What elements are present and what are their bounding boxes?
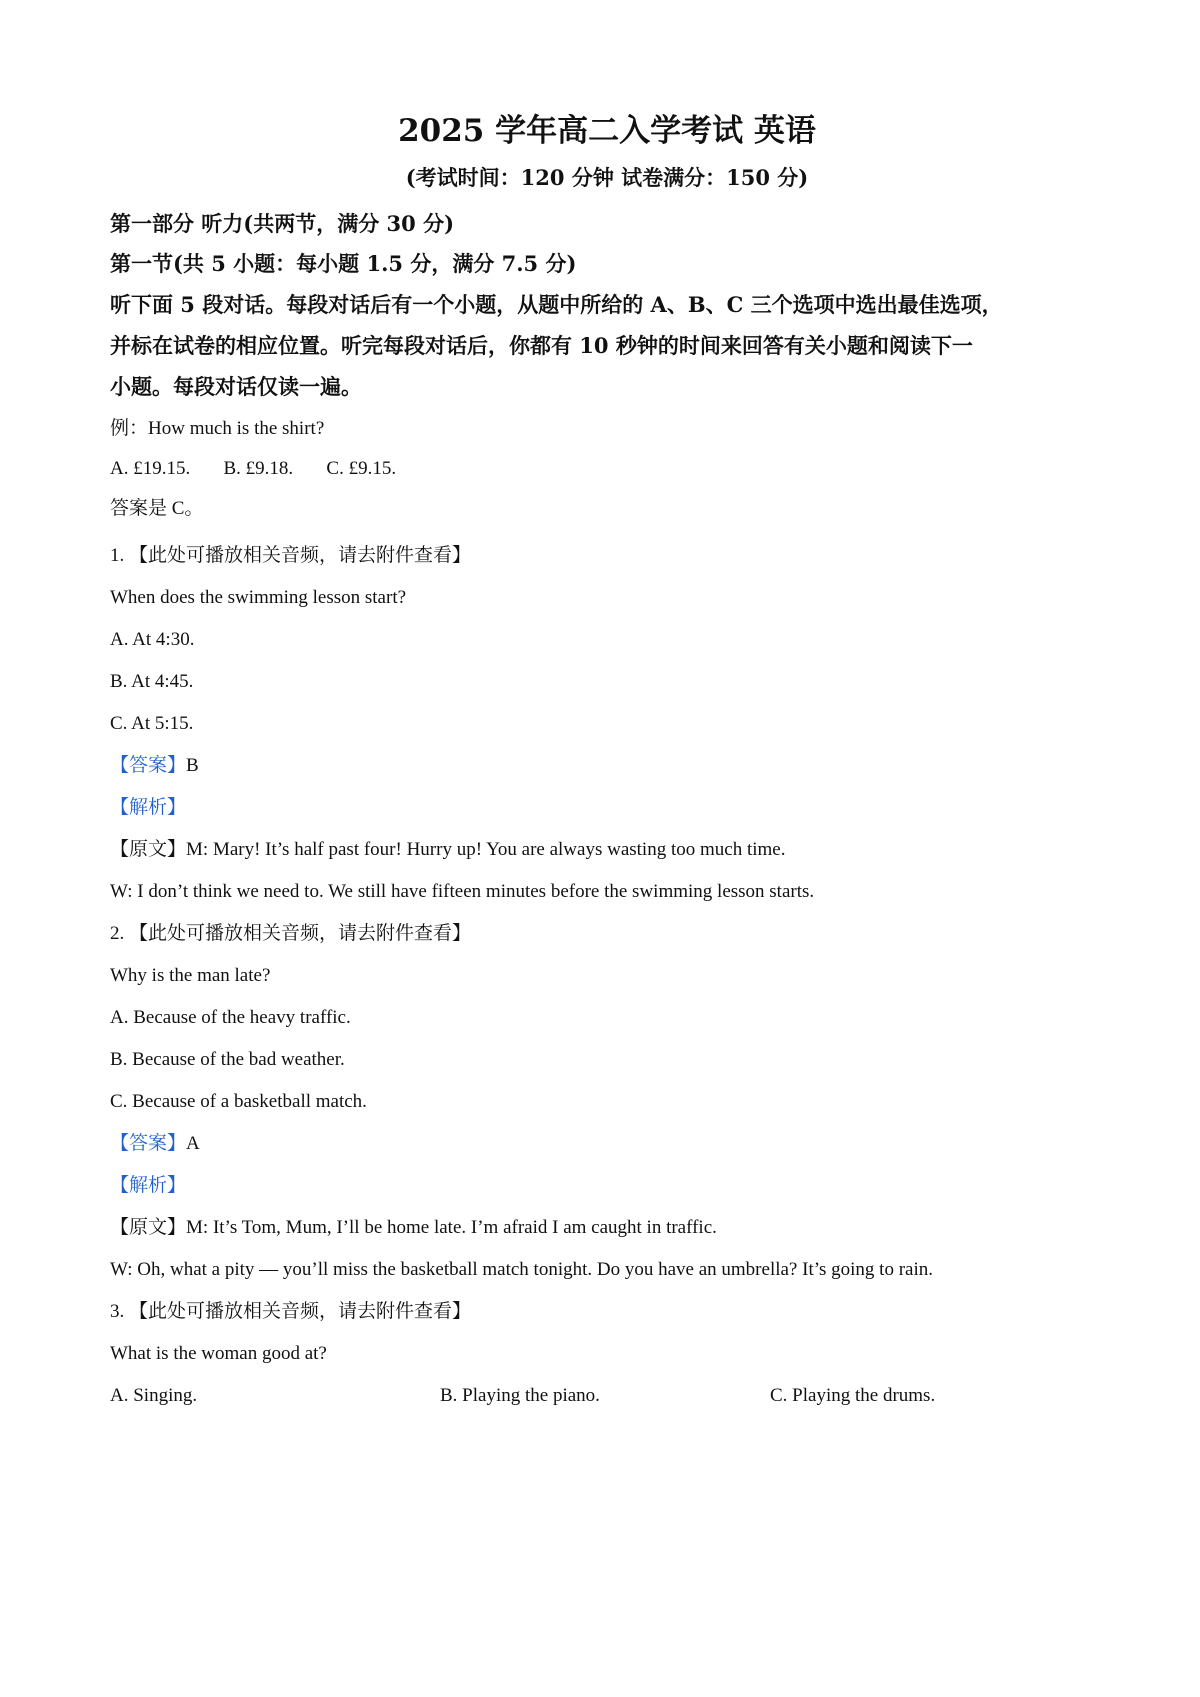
script-line: W: I don’t think we need to. We still have fifteen minutes before the swimming lesson starts. <box>110 881 815 902</box>
script-text: M: It’s Tom, Mum, I’ll be home late. I’m afraid I am caught in traffic. <box>186 1217 717 1238</box>
answer-line <box>110 745 1104 787</box>
script-line <box>110 829 1104 871</box>
option-b: B. Playing the piano. <box>440 1385 600 1406</box>
question-stem: When does the swimming lesson start? <box>110 587 407 608</box>
part-heading: 第一部分 听力(共两节，满分 30 分) <box>110 211 455 236</box>
script-text: M: Mary! It’s half past four! Hurry up! You are always wasting too much time. <box>186 839 786 860</box>
script-tag: 【原文】 <box>110 839 187 860</box>
instruction-line: 并标在试卷的相应位置。听完每段对话后，你都有 10 秒钟的时间来回答有关小题和阅读下一 <box>110 333 973 358</box>
analysis-tag: 【解析】 <box>110 797 187 818</box>
instruction-line: 小题。每段对话仅读一遍。 <box>110 374 362 399</box>
exam-subtitle: (考试时间：120 分钟 试卷满分：150 分) <box>405 165 809 190</box>
option-b: B. Because of the bad weather. <box>110 1049 345 1070</box>
question-3 <box>110 1291 1104 1419</box>
answer-value: B <box>186 755 199 776</box>
script-line <box>110 1207 1104 1249</box>
exam-title: 2025 学年高二入学考试 英语 <box>398 113 816 149</box>
question-number-audio[interactable]: 3. 【此处可播放相关音频，请去附件查看】 <box>110 1301 472 1322</box>
option-a: A. Singing. <box>110 1385 198 1406</box>
script-tag: 【原文】 <box>110 1217 187 1238</box>
option-c: C. Because of a basketball match. <box>110 1091 367 1112</box>
question-stem: Why is the man late? <box>110 965 271 986</box>
option-a: A. Because of the heavy traffic. <box>110 1007 351 1028</box>
question-2 <box>110 913 1104 1291</box>
instruction-line: 听下面 5 段对话。每段对话后有一个小题，从题中所给的 A、B、C 三个选项中选出最佳选项， <box>110 292 1003 317</box>
option-c: C. At 5:15. <box>110 713 194 734</box>
section-instructions <box>110 284 1104 407</box>
answer-tag: 【答案】 <box>110 1133 187 1154</box>
question-1 <box>110 535 1104 913</box>
section-heading: 第一节(共 5 小题：每小题 1.5 分，满分 7.5 分) <box>110 251 577 276</box>
example-question: 例：How much is the shirt? <box>110 418 325 439</box>
answer-line <box>110 1123 1104 1165</box>
example-answer: 答案是 C。 <box>110 498 204 519</box>
script-line: W: Oh, what a pity — you’ll miss the basketball match tonight. Do you have an umbrella? It’s going to rain. <box>110 1259 933 1280</box>
answer-value: A <box>186 1133 200 1154</box>
options-row <box>110 1375 1104 1419</box>
option-c: C. Playing the drums. <box>770 1385 936 1406</box>
example-options: A. £19.15. B. £9.18. C. £9.15. <box>110 458 397 479</box>
answer-tag: 【答案】 <box>110 755 187 776</box>
question-number-audio[interactable]: 2. 【此处可播放相关音频，请去附件查看】 <box>110 923 472 944</box>
option-a: A. At 4:30. <box>110 629 195 650</box>
question-stem: What is the woman good at? <box>110 1343 327 1364</box>
option-b: B. At 4:45. <box>110 671 194 692</box>
analysis-tag: 【解析】 <box>110 1175 187 1196</box>
question-number-audio[interactable]: 1. 【此处可播放相关音频，请去附件查看】 <box>110 545 472 566</box>
